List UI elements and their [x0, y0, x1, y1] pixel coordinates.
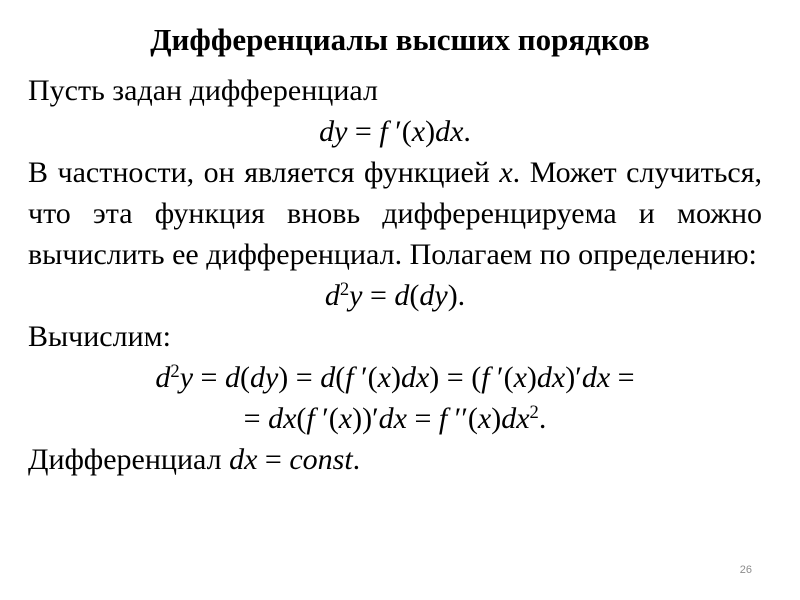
formula-second-differential-line-1: $d^2y = d(dy) = d(f$ ′(x)dx) = (f ′(x)dx)′dx =	[155, 360, 635, 394]
explanation-paragraph: В частности, он является функцией x. Может случиться, что эта функция вновь дифференцируема и можно вычислить ее дифференциал. Полагаем по определению:	[28, 156, 762, 271]
formula-second-differential-definition: $d^2y = d(dy)$.	[324, 278, 466, 312]
intro-text: Пусть задан дифференциал	[28, 74, 378, 107]
formula-first-differential: dy = f ′(x)dx.	[319, 115, 471, 148]
slide-body	[28, 70, 762, 480]
compute-label: Вычислим:	[28, 320, 171, 353]
conclusion-text: Дифференциал dx = const.	[28, 443, 361, 476]
page-number: 26	[739, 564, 752, 576]
slide-title: Дифференциалы высших порядков	[150, 22, 650, 57]
formula-second-differential-line-2: = dx(f ′(x))′dx = f $''(x)dx^2$.	[243, 401, 547, 435]
